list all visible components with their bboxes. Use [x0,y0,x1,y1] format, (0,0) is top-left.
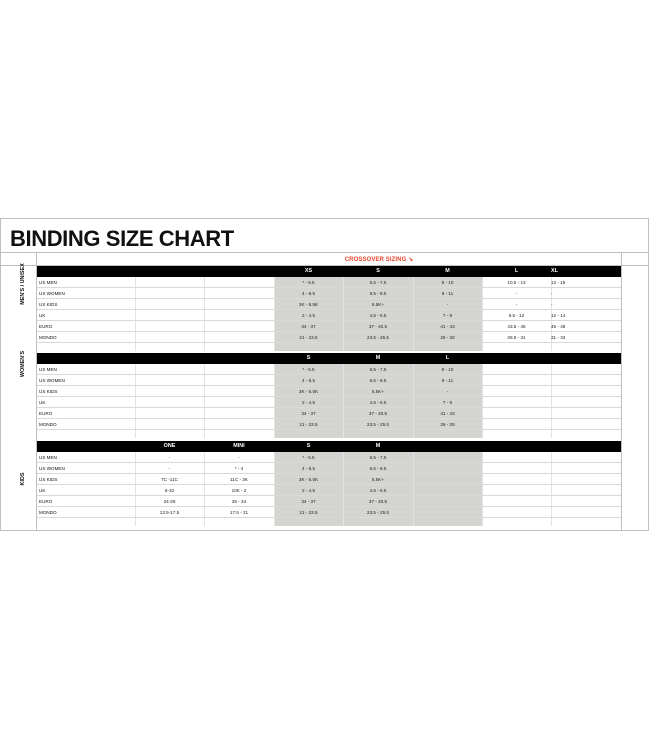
size-value-cell: 7 - 9 [442,400,453,405]
size-value-cell: - [168,455,171,460]
size-value-cell [135,288,204,299]
size-value-cell: 6.5 - 8.5 [369,291,387,296]
size-value-cell [204,310,274,321]
size-value-cell: 6-10 [164,488,175,493]
size-value-cell [135,310,204,321]
size-value-cell: 3K - 5.5K [298,389,319,394]
size-header-cell: M [445,268,450,274]
size-value-cell: 21 - 23.5 [299,510,318,515]
size-value-cell: 13.5-17.5 [159,510,180,515]
size-header-cell: XS [304,268,313,274]
size-table-row [37,408,621,419]
size-system-label: UK [39,313,46,318]
size-value-cell [135,321,204,332]
size-value-cell [413,507,482,518]
size-value-cell [482,419,551,430]
size-value-cell [135,277,204,288]
size-header-row [37,441,621,452]
size-value-cell: 34 - 37 [301,499,316,504]
size-value-cell [204,408,274,419]
size-value-cell [204,364,274,375]
size-table-row [37,364,621,375]
size-value-cell: 6.5 - 8.5 [369,466,387,471]
size-value-cell: 21 - 23.5 [299,335,318,340]
size-section [37,441,621,526]
size-value-cell [482,452,551,463]
size-value-cell: 13 - 15 [551,280,566,285]
size-value-cell: 9.5 - 12 [508,313,525,318]
size-value-cell: 6.5 - 8.5 [369,378,387,383]
size-system-label: MONDO [39,335,57,340]
size-value-cell: 7C -11C [161,477,178,482]
size-value-cell [413,485,482,496]
size-header-cell: S [376,268,380,274]
size-value-cell: 23.5 - 25.5 [367,422,389,427]
size-table-row [37,474,621,485]
size-table-row [37,321,621,332]
size-table-row [37,332,621,343]
size-value-cell [135,408,204,419]
size-value-cell [413,463,482,474]
size-system-label: US WOMEN [39,466,65,471]
size-system-label: MONDO [39,510,57,515]
size-value-cell: 4.5 - 6.5 [369,488,387,493]
size-value-cell: 2 - 4.5 [301,488,316,493]
size-table-row [37,288,621,299]
size-value-cell [482,386,551,397]
size-value-cell: 31 - 33 [551,335,566,340]
size-value-cell: 9 - 11 [441,291,454,296]
size-value-cell: 34 - 37 [301,411,316,416]
size-value-cell: 4.5 - 6.5 [369,400,387,405]
size-value-cell: - [515,291,518,296]
size-value-cell: 24-28 [163,499,176,504]
size-system-label: EURO [39,499,53,504]
size-header-cell: L [514,268,519,274]
size-value-cell: 46 - 48 [551,324,566,329]
size-table-row [37,452,621,463]
size-system-label: US WOMEN [39,291,65,296]
size-value-cell: 41 - 43 [440,324,455,329]
size-system-label: US MEN [39,367,57,372]
size-table-row [37,386,621,397]
size-value-cell: 8 - 10 [441,280,454,285]
size-value-cell: 4 - 6.5 [301,291,316,296]
size-system-label: US KIDS [39,302,58,307]
size-header-cell [204,266,274,277]
size-header-cell: S [306,355,311,361]
size-header-cell: MINI [233,443,245,449]
size-value-cell: 43.5 - 46 [507,324,526,329]
size-value-cell [482,507,551,518]
size-table-row [37,507,621,518]
size-value-cell [135,397,204,408]
size-header-cell: L [445,355,450,361]
size-value-cell: 17.5 - 21 [229,510,249,515]
size-value-cell: 5.5K+ [371,389,385,394]
size-value-cell: 34 - 37 [301,324,316,329]
size-section [37,353,621,438]
size-header-cell: ONE [163,443,176,449]
group-label: WOMEN'S [20,350,26,378]
size-header-row [37,353,621,364]
size-header-cell [482,441,551,452]
size-value-cell: 10.5 - 13 [507,280,526,285]
size-value-cell [482,474,551,485]
size-value-cell: 10K - 2 [231,488,247,493]
size-system-label: UK [39,488,46,493]
size-header-cell: XL [551,268,558,274]
size-value-cell: 4 - 6.5 [301,378,316,383]
size-system-label: EURO [39,324,53,329]
size-header-cell: M [375,355,381,361]
size-system-label: US KIDS [39,389,58,394]
size-value-cell: 7 - 9 [442,313,453,318]
size-value-cell [135,386,204,397]
size-value-cell [482,463,551,474]
size-value-cell: 5.5 - 7.5 [369,455,387,460]
size-value-cell: 4.5 - 6.5 [369,313,387,318]
size-header-cell [135,266,204,277]
size-value-cell: * - 4 [234,466,244,471]
size-value-cell [204,299,274,310]
size-table-row [37,485,621,496]
size-value-cell: 28 - 34 [231,499,247,504]
size-header-row [37,266,621,277]
size-value-cell [413,452,482,463]
size-value-cell: 21 - 23.5 [299,422,318,427]
size-table-row [37,463,621,474]
size-value-cell: 4 - 6.5 [301,466,316,471]
size-value-cell: - [168,466,171,471]
size-value-cell: 9 - 11 [441,378,454,383]
size-system-label: US KIDS [39,477,58,482]
size-table-row [37,397,621,408]
size-value-cell [135,364,204,375]
size-value-cell: 41 - 43 [440,411,455,416]
size-value-cell [204,288,274,299]
size-value-cell: * - 5.5 [302,280,315,285]
size-value-cell: * - 5.5 [302,367,315,372]
size-value-cell [204,321,274,332]
size-value-cell [204,277,274,288]
size-value-cell [482,364,551,375]
size-value-cell [413,474,482,485]
size-value-cell [135,375,204,386]
size-value-cell: 37 - 40.5 [368,324,388,329]
size-value-cell: 37 - 40.5 [368,499,388,504]
size-value-cell: 23.5 - 25.5 [367,510,389,515]
size-value-cell: - [551,291,553,296]
size-value-cell [204,375,274,386]
chart-title: BINDING SIZE CHART [10,226,234,251]
size-value-cell: 11C - 3K [230,477,248,482]
size-system-label: UK [39,400,46,405]
size-table-row [37,277,621,288]
size-value-cell: - [551,302,553,307]
size-section [37,266,621,351]
size-value-cell: 5.5K+ [371,477,385,482]
size-value-cell: 5.5 - 7.5 [369,280,387,285]
size-value-cell: 5.5 - 7.5 [369,367,387,372]
size-value-cell: 3K - 5.5K [298,302,319,307]
group-label: MEN'S / UNISEX [20,263,26,305]
size-system-label: US WOMEN [39,378,65,383]
size-header-cell: M [375,443,381,449]
size-table-row [37,375,621,386]
size-value-cell: - [515,302,518,307]
group-label: KIDS [20,472,26,486]
size-value-cell: 23.5 - 25.5 [367,335,389,340]
size-header-cell [482,353,551,364]
binding-size-chart [0,218,649,531]
size-value-cell [135,332,204,343]
size-value-cell [413,496,482,507]
size-value-cell [204,419,274,430]
size-system-label: EURO [39,411,53,416]
crossover-sizing-label: CROSSOVER SIZING ↘ [344,257,414,263]
size-value-cell [482,397,551,408]
size-system-label: MONDO [39,422,57,427]
size-table-row [37,496,621,507]
size-value-cell [482,496,551,507]
size-value-cell [482,375,551,386]
size-value-cell: 37 - 40.5 [368,411,388,416]
size-value-cell: 26 - 28 [440,335,455,340]
size-value-cell: 2 - 4.5 [301,400,316,405]
size-value-cell: * - 5.5 [302,455,315,460]
size-value-cell [135,419,204,430]
size-value-cell: - [446,389,449,394]
size-value-cell: - [446,302,449,307]
size-value-cell [204,386,274,397]
title-divider [1,252,648,253]
size-table-row [37,310,621,321]
size-value-cell: 2 - 4.5 [301,313,316,318]
size-value-cell: 8 - 10 [441,367,454,372]
size-table-row [37,299,621,310]
size-header-cell [204,353,274,364]
size-value-cell: - [238,455,240,460]
size-value-cell [482,485,551,496]
size-value-cell: 12 - 14 [551,313,566,318]
size-header-cell: S [306,443,311,449]
size-value-cell: 3K - 5.5K [298,477,319,482]
size-table-row [37,419,621,430]
size-header-cell [135,353,204,364]
size-value-cell: 28.5 - 31 [507,335,526,340]
right-margin-divider [621,252,622,530]
size-header-cell [413,441,482,452]
size-value-cell [204,332,274,343]
size-system-label: US MEN [39,280,57,285]
size-value-cell [482,408,551,419]
size-value-cell [135,299,204,310]
size-system-label: US MEN [39,455,57,460]
size-value-cell: 5.5K+ [371,302,385,307]
size-value-cell: 26 - 28 [440,422,455,427]
size-value-cell [204,397,274,408]
